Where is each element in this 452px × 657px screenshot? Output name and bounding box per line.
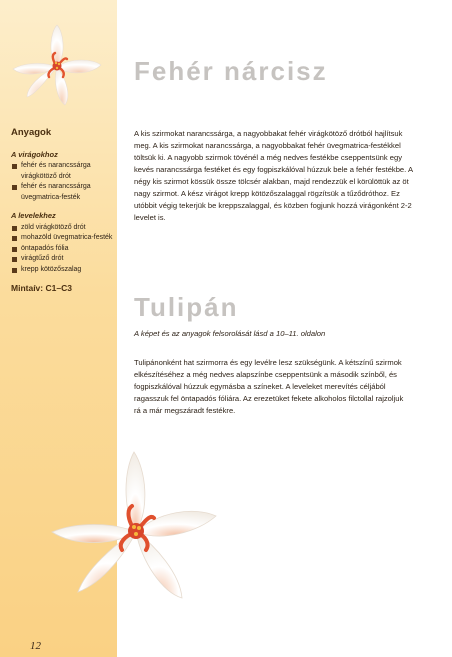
list-item: krepp kötözőszalag [11,265,113,276]
materials-group-title: A virágokhoz [11,149,58,159]
tulip-section [134,357,409,417]
narcissus-title: Fehér nárcisz [134,56,328,86]
narcissus-section [134,128,417,224]
pattern-sheet-label: Mintaív: C1–C3 [11,283,72,293]
bottom-flower-image [48,446,224,618]
list-item: öntapadós fólia [11,244,113,255]
tulip-body: Tulipánonként hat szirmorra és egy levélre lesz szükségünk. A kétszínű szirmok elkészítéséhez a még nedves alapszínbe cseppentsünk a második színből, és fogpiszkálóval húzzuk egymásba a színeket. A leveleket merevítés céljából ragasszuk fel öntapadós fóliára. Az erezetüket fekete alkoholos filctollal rajzoljuk rá a már megszáradt festékre. [134,358,404,415]
top-flower-image [6,20,108,110]
list-item: fehér és narancssárga üvegmatrica-festék [11,182,113,203]
list-item: fehér és narancssárga virágkötöző drót [11,161,113,182]
materials-list [11,223,113,276]
tulip-subtitle-wrap [134,329,424,338]
list-item: mohazöld üvegmatrica-festék [11,233,113,244]
list-item: virágtűző drót [11,254,113,265]
tulip-subtitle: A képet és az anyagok felsorolását lásd a 10–11. oldalon [134,329,326,338]
tulip-title-wrap [134,292,424,323]
tulip-title: Tulipán [134,292,239,322]
page-number: 12 [30,640,41,652]
materials-box [11,128,113,294]
narcissus-body: A kis szirmokat narancssárga, a nagyobbakat fehér virágkötöző drótból hajlítsuk meg. A kis szirmokat narancssárga, a nagyobbakat fehér üvegmatrica-festékkel töltsük ki. A nagyobb szirmok tövénél a még nedves festékbe cseppentsünk egy kevés narancssárga festéket és egy fogpiszkálóval húzzuk bele a fehér festékbe. A négy kis szirmot kössük össze tölcsér alakban, majd rendezzük el körülöttük az öt nagy szirmot. A kész virágot krepp kötözőszalaggal rögzítsük a tűződróthoz. Ez utóbbit végig tekerjük be kreppszalaggal, és közben fogjunk hozzá virágonként 2-2 levelet is. [134,129,413,222]
list-item: zöld virágkötöző drót [11,223,113,234]
materials-group-title: A levelekhez [11,211,56,220]
materials-list [11,161,113,203]
narcissus-title-wrap [134,56,424,87]
materials-title: Anyagok [11,127,52,138]
